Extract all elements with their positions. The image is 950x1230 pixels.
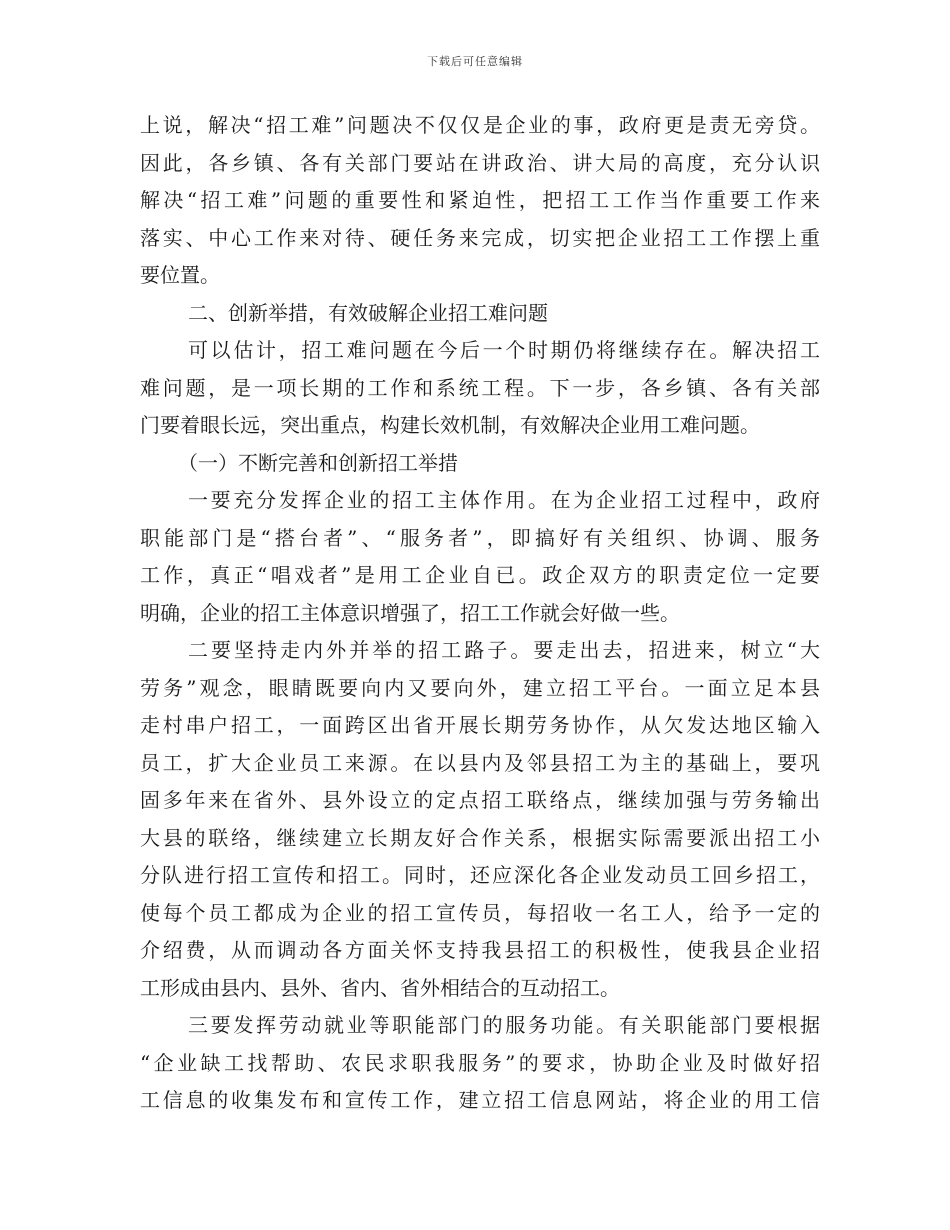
text-line: “企业缺工找帮助、农民求职我服务”的要求，协助企业及时做好招 [140,1050,820,1075]
text-line: 二要坚持走内外并举的招工路子。要走出去，招进来，树立“大 [188,638,820,662]
text-line: 使每个员工都成为企业的招工宣传员，每招收一名工人，给予一定的 [140,900,820,925]
text-line: 固多年来在省外、县外设立的定点招工联络点，继续加强与劳务输出 [140,788,820,812]
text-line: 劳务”观念，眼睛既要向内又要向外，建立招工平台。一面立足本县 [140,675,820,700]
text-line: 门要着眼长远，突出重点，构建长效机制，有效解决企业用工难问题。 [140,413,760,437]
text-line: 解决“招工难”问题的重要性和紧迫性，把招工工作当作重要工作来 [140,188,820,212]
text-line: 分队进行招工宣传和招工。同时，还应深化各企业发动员工回乡招工， [140,863,820,887]
text-line: 因此，各乡镇、各有关部门要站在讲政治、讲大局的高度，充分认识 [140,150,820,175]
text-line: 难问题，是一项长期的工作和系统工程。下一步，各乡镇、各有关部 [140,375,820,400]
document-body [140,107,820,1120]
text-line: 落实、中心工作来对待、硬任务来完成，切实把企业招工工作摆上重 [140,225,820,250]
text-line: 可以估计，招工难问题在今后一个时期仍将继续存在。解决招工 [188,338,820,362]
text-line: 介绍费，从而调动各方面关怀支持我县招工的积极性，使我县企业招 [140,938,820,962]
text-line: 上说，解决“招工难”问题决不仅仅是企业的事，政府更是责无旁贷。 [140,113,820,137]
text-line: 员工，扩大企业员工来源。在以县内及邻县招工为主的基础上，要巩 [140,750,820,775]
text-line: 明确，企业的招工主体意识增强了，招工工作就会好做一些。 [140,600,680,625]
text-line: 三要发挥劳动就业等职能部门的服务功能。有关职能部门要根据 [188,1013,820,1037]
page-header: 下载后可任意编辑 [427,55,523,68]
text-line: 一要充分发挥企业的招工主体作用。在为企业招工过程中，政府 [188,488,820,512]
subsection-heading: （一）不断完善和创新招工举措 [178,450,458,475]
text-line: 走村串户招工，一面跨区出省开展长期劳务协作，从欠发达地区输入 [140,713,820,737]
text-line: 大县的联络，继续建立长期友好合作关系，根据实际需要派出招工小 [140,825,820,850]
text-line: 工形成由县内、县外、省内、省外相结合的互动招工。 [140,975,620,1000]
text-line: 工作，真正“唱戏者”是用工企业自已。政企双方的职责定位一定要 [140,563,820,587]
section-heading: 二、创新举措，有效破解企业招工难问题 [188,300,548,325]
text-line: 工信息的收集发布和宣传工作，建立招工信息网站，将企业的用工信 [140,1088,820,1112]
text-line: 要位置。 [140,263,220,287]
text-line: 职能部门是“搭台者”、“服务者”，即搞好有关组织、协调、服务 [140,525,820,550]
